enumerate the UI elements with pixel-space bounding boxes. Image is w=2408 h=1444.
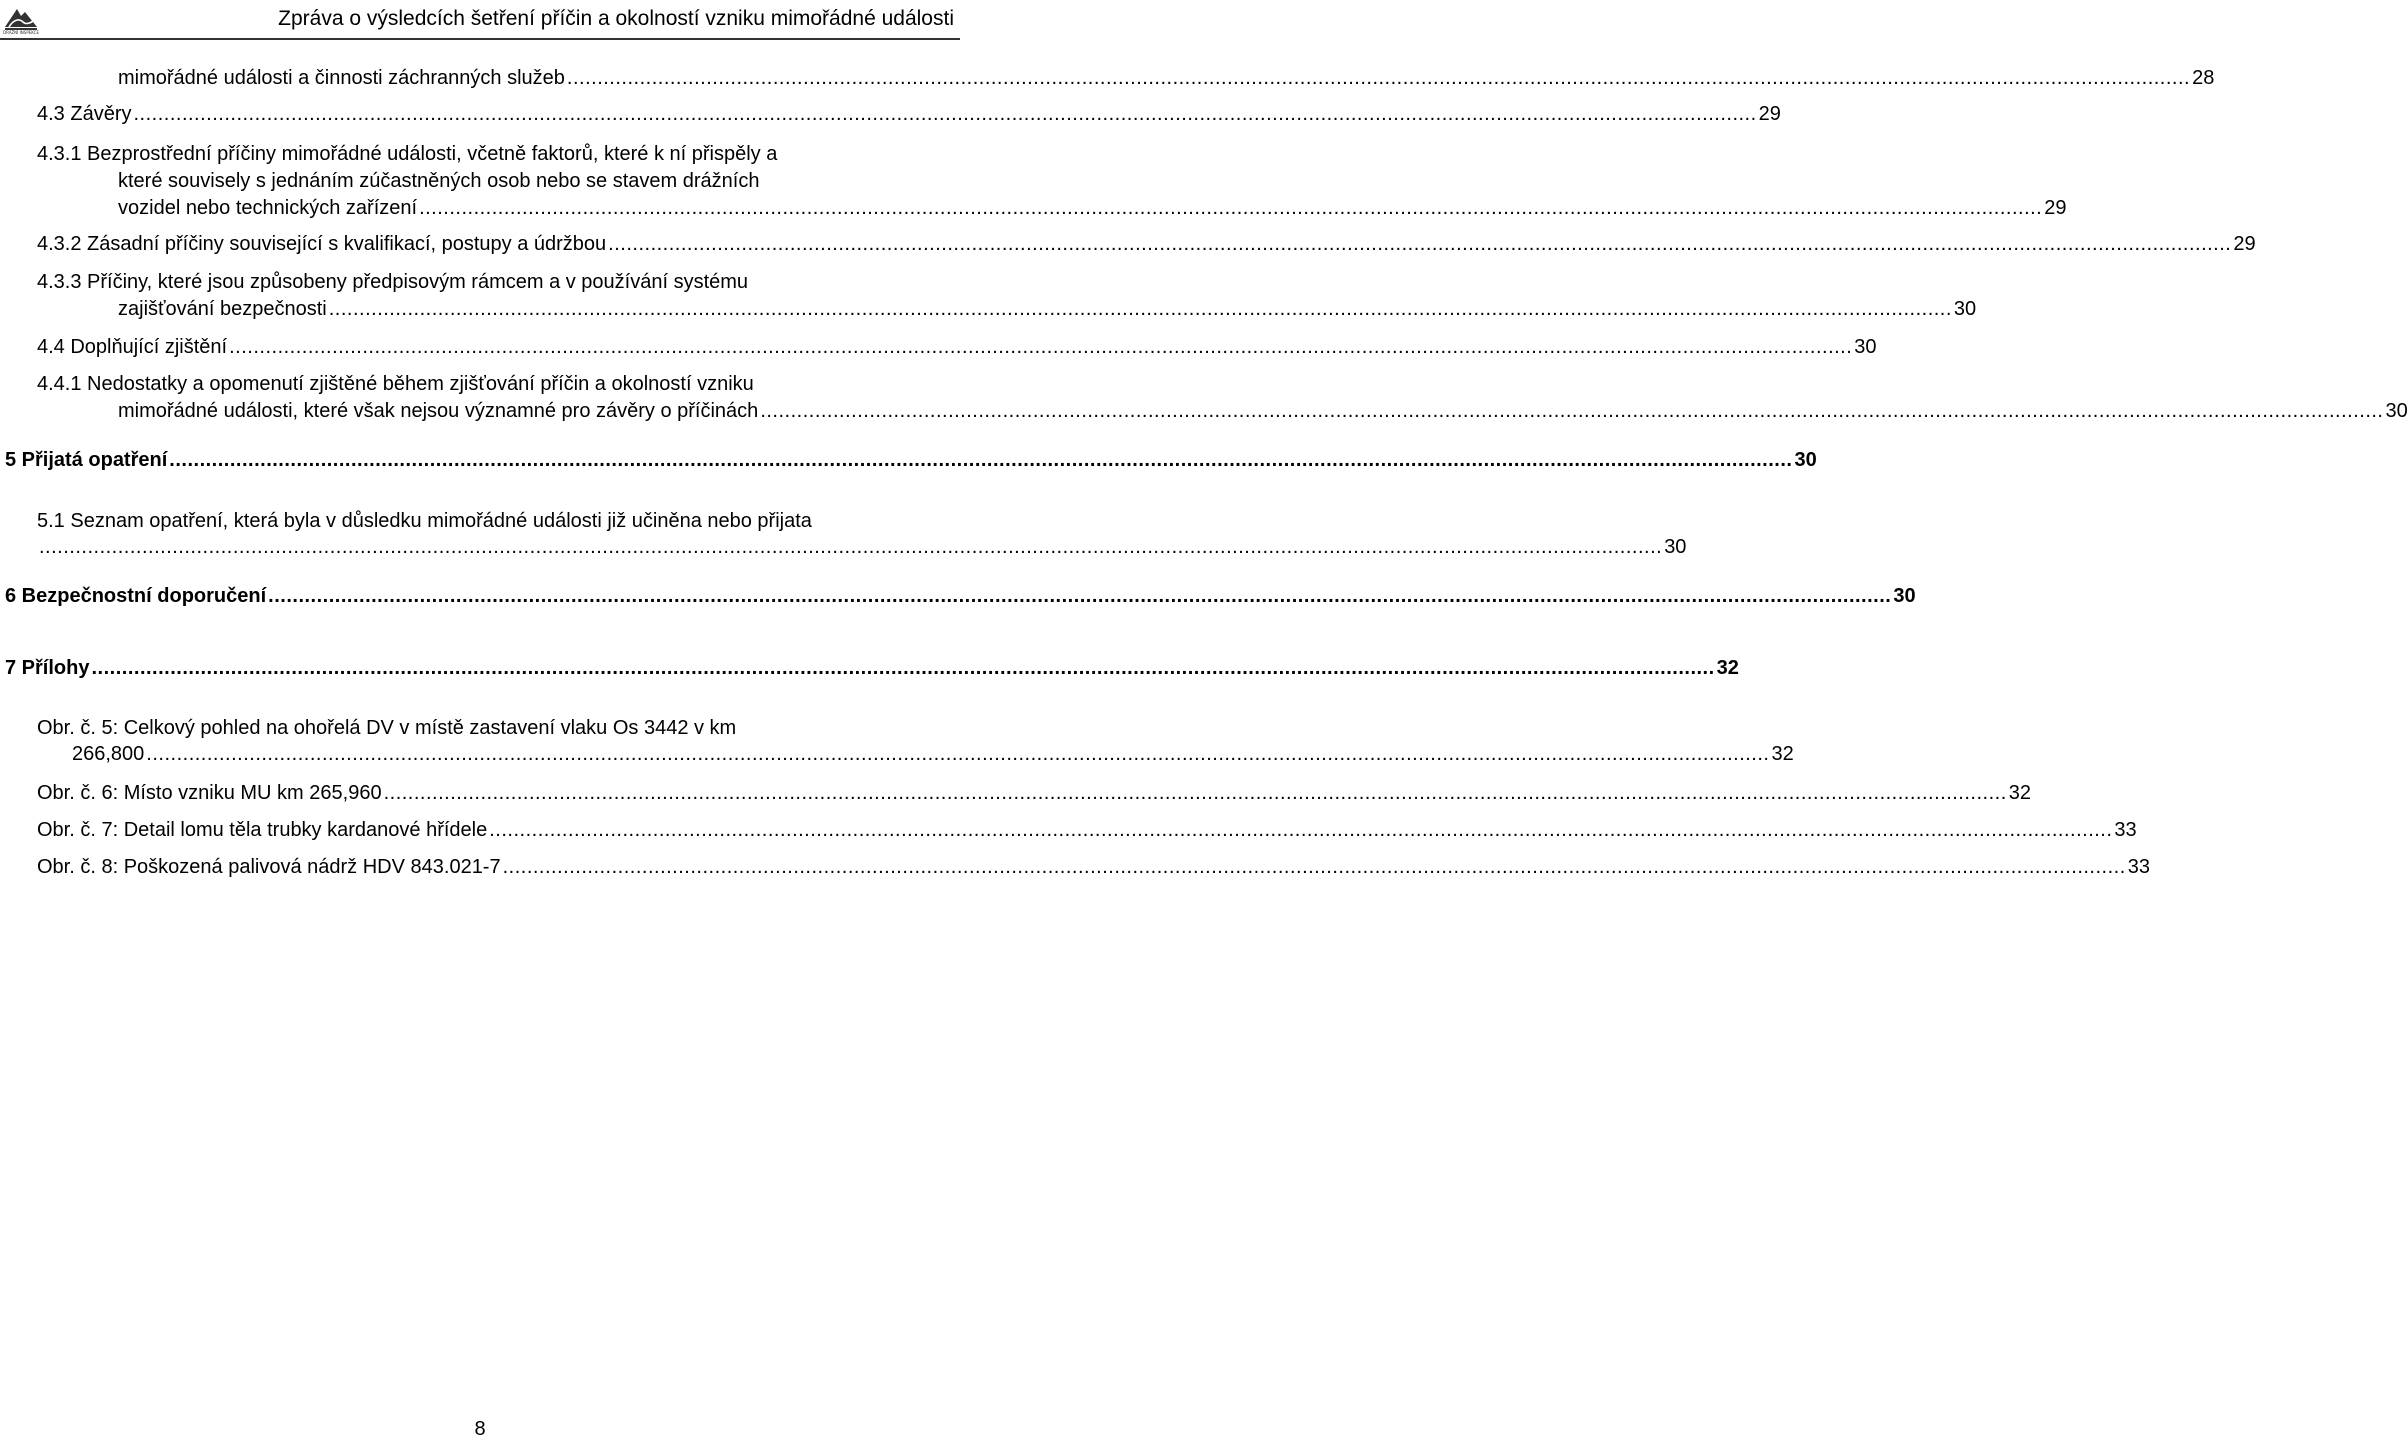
toc-entry-text: 5 Přijatá opatření — [5, 449, 168, 471]
toc-entry[interactable] — [37, 334, 1877, 360]
dot-leader: ............................................................................................................................................................................................................................................................................ — [502, 856, 2126, 878]
toc-entry[interactable] — [37, 231, 2256, 257]
toc-entry[interactable] — [5, 447, 1817, 473]
toc-entry-text[interactable]: 4.3.3 Příčiny, které jsou způsobeny předpisovým rámcem a v používání systému — [37, 271, 749, 293]
svg-text:DRÁŽNÍ INSPEKCE: DRÁŽNÍ INSPEKCE — [3, 30, 39, 35]
toc-entry[interactable] — [118, 398, 2408, 424]
dot-leader: ............................................................................................................................................................................................................................................................................ — [39, 536, 1663, 558]
toc-entry-page: 29 — [2044, 197, 2067, 219]
toc-entry-text[interactable]: 4.4.1 Nedostatky a opomenutí zjištěné během zjišťování příčin a okolností vzniku — [37, 373, 754, 395]
toc-entry-text: Obr. č. 6: Místo vzniku MU km 265,960 — [37, 782, 382, 804]
toc-entry-text: 6 Bezpečnostní doporučení — [5, 585, 267, 607]
dot-leader: ............................................................................................................................................................................................................................................................................ — [328, 298, 1952, 320]
toc-entry-page: 32 — [2008, 782, 2032, 804]
toc-entry-text: Obr. č. 8: Poškozená palivová nádrž HDV 843.021-7 — [37, 856, 501, 878]
toc-entry-page: 30 — [1854, 336, 1877, 358]
toc-entry[interactable] — [37, 854, 2151, 880]
toc-entry-page: 30 — [1893, 585, 1916, 607]
toc-entry-page: 30 — [1664, 536, 1687, 558]
page-number: 8 — [474, 1418, 486, 1440]
toc-entry-page: 28 — [2192, 67, 2215, 89]
toc-entry[interactable] — [5, 583, 1916, 609]
toc-entry[interactable] — [37, 817, 2137, 843]
toc-entry-text: Obr. č. 7: Detail lomu těla trubky kardanové hřídele — [37, 819, 488, 841]
toc-entry-text: 4.3 Závěry — [37, 103, 132, 125]
toc-entry[interactable] — [118, 296, 1977, 322]
toc-entry-text[interactable]: 4.3.1 Bezprostřední příčiny mimořádné události, včetně faktorů, které k ní přispěly a — [37, 143, 778, 165]
toc-entry-text: zajišťování bezpečnosti — [118, 298, 327, 320]
toc-entry[interactable] — [37, 534, 1687, 560]
toc-entry-page: 30 — [1794, 449, 1817, 471]
toc-entry[interactable] — [118, 65, 2215, 91]
toc-entry-text[interactable]: které souvisely s jednáním zúčastněných osob nebo se stavem drážních — [118, 170, 760, 192]
toc-entry-page: 29 — [1758, 103, 1781, 125]
toc-entry[interactable] — [37, 101, 1781, 127]
toc-entry-page: 29 — [2233, 233, 2256, 255]
toc-entry-text: vozidel nebo technických zařízení — [118, 197, 418, 219]
toc-entry-page: 30 — [2385, 400, 2408, 422]
dot-leader: ............................................................................................................................................................................................................................................................................ — [383, 782, 2007, 804]
dot-leader: ............................................................................................................................................................................................................................................................................ — [566, 67, 2191, 89]
dot-leader: ............................................................................................................................................................................................................................................................................ — [489, 819, 2113, 841]
toc-entry-text: 7 Přílohy — [5, 657, 90, 679]
dot-leader: ............................................................................................................................................................................................................................................................................ — [229, 336, 1853, 358]
toc-entry[interactable] — [118, 195, 2067, 221]
dot-leader: ............................................................................................................................................................................................................................................................................ — [608, 233, 2232, 255]
toc-entry-text[interactable]: 5.1 Seznam opatření, která byla v důsledku mimořádné události již učiněna nebo přijata — [37, 510, 812, 532]
dot-leader: ............................................................................................................................................................................................................................................................................ — [760, 400, 2384, 422]
toc-entry-text: 4.4 Doplňující zjištění — [37, 336, 228, 358]
toc-entry-page: 30 — [1953, 298, 1977, 320]
document-title: Zpráva o výsledcích šetření příčin a okolností vzniku mimořádné události — [278, 7, 954, 30]
toc-entry-page: 33 — [2114, 819, 2137, 841]
toc-entry-page: 33 — [2127, 856, 2151, 878]
toc-entry-text: mimořádné události, které však nejsou významné pro závěry o příčinách — [118, 400, 759, 422]
toc-entry-text: mimořádné události a činnosti záchranných služeb — [118, 67, 565, 89]
toc-entry[interactable] — [72, 741, 1794, 767]
dot-leader: ............................................................................................................................................................................................................................................................................ — [268, 585, 1892, 607]
toc-entry-text: 266,800 — [72, 743, 145, 765]
dot-leader: ............................................................................................................................................................................................................................................................................ — [146, 743, 1770, 765]
toc-entry-page: 32 — [1716, 657, 1739, 679]
dot-leader: ............................................................................................................................................................................................................................................................................ — [419, 197, 2043, 219]
dot-leader: ............................................................................................................................................................................................................................................................................ — [133, 103, 1757, 125]
toc-entry-page: 32 — [1771, 743, 1794, 765]
toc-entry-text: 4.3.2 Zásadní příčiny související s kvalifikací, postupy a údržbou — [37, 233, 607, 255]
dot-leader: ............................................................................................................................................................................................................................................................................ — [91, 657, 1715, 679]
toc-entry[interactable] — [37, 780, 2032, 806]
dot-leader: ............................................................................................................................................................................................................................................................................ — [169, 449, 1793, 471]
toc-entry[interactable] — [5, 655, 1739, 681]
toc-entry-text[interactable]: Obr. č. 5: Celkový pohled na ohořelá DV v místě zastavení vlaku Os 3442 v km — [37, 717, 737, 739]
